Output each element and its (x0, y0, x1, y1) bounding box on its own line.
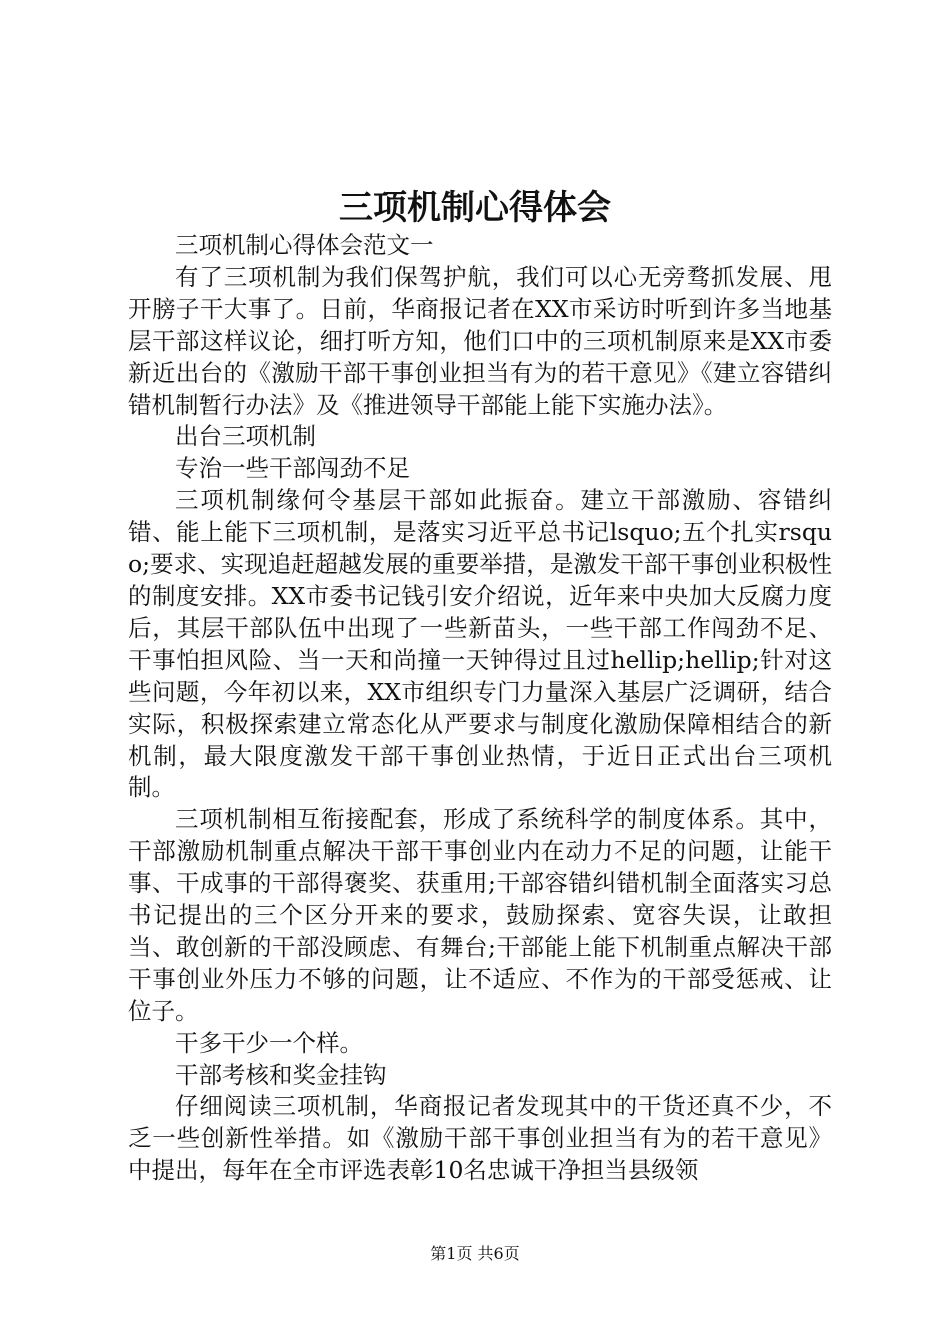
paragraph-subheading: 专治一些干部闯劲不足 (175, 454, 410, 483)
page-number-footer: 第1页 共6页 (430, 1244, 520, 1263)
paragraph: 三项机制缘何令基层干部如此振奋。建立干部激励、容错纠错、能上能下三项机制，是落实习近平总书记lsquo;五个扎实rsquo;要求、实现追赶超越发展的重要举措，是激发干部干事创业积极性的制度安排。XX市委书记钱引安介绍说，近年来中央加大反腐力度后，其层干部队伍中出现了一些新苗头，一些干部工作闯劲不足、干事怕担风险、当一天和尚撞一天钟得过且过hellip;hellip;针对这些问题，今年初以来，XX市组织专门力量深入基层广泛调研，结合实际，积极探索建立常态化从严要求与制度化激励保障相结合的新机制，最大限度激发干部干事创业热情，于近日正式出台三项机制。 (128, 486, 832, 802)
paragraph: 仔细阅读三项机制，华商报记者发现其中的干货还真不少，不乏一些创新性举措。如《激励干部干事创业担当有为的若干意见》中提出，每年在全市评选表彰10名忠诚干净担当县级领 (128, 1092, 832, 1185)
paragraph: 三项机制相互衔接配套，形成了系统科学的制度体系。其中，干部激励机制重点解决干部干事创业内在动力不足的问题，让能干事、干成事的干部得褒奖、获重用;干部容错纠错机制全面落实习总书记提出的三个区分开来的要求，鼓励探索、宽容失误，让敢担当、敢创新的干部没顾虑、有舞台;干部能上能下机制重点解决干部干事创业外压力不够的问题，让不适应、不作为的干部受惩戒、让位子。 (128, 805, 832, 1025)
paragraph-subheading: 干部考核和奖金挂钩 (175, 1060, 387, 1089)
paragraph-section-heading: 三项机制心得体会范文一 (175, 231, 434, 259)
paragraph: 有了三项机制为我们保驾护航，我们可以心无旁骛抓发展、甩开膀子干大事了。日前，华商报记者在XX市采访时听到许多当地基层干部这样议论，细打听方知，他们口中的三项机制原来是XX市委新近出台的《激励干部干事创业担当有为的若干意见》《建立容错纠错机制暂行办法》及《推进领导干部能上能下实施办法》。 (128, 262, 832, 419)
document-body (128, 230, 832, 1187)
paragraph-subheading: 干多干少一个样。 (175, 1028, 363, 1057)
paragraph-subheading: 出台三项机制 (175, 422, 316, 451)
page-title: 三项机制心得体会 (339, 188, 611, 228)
